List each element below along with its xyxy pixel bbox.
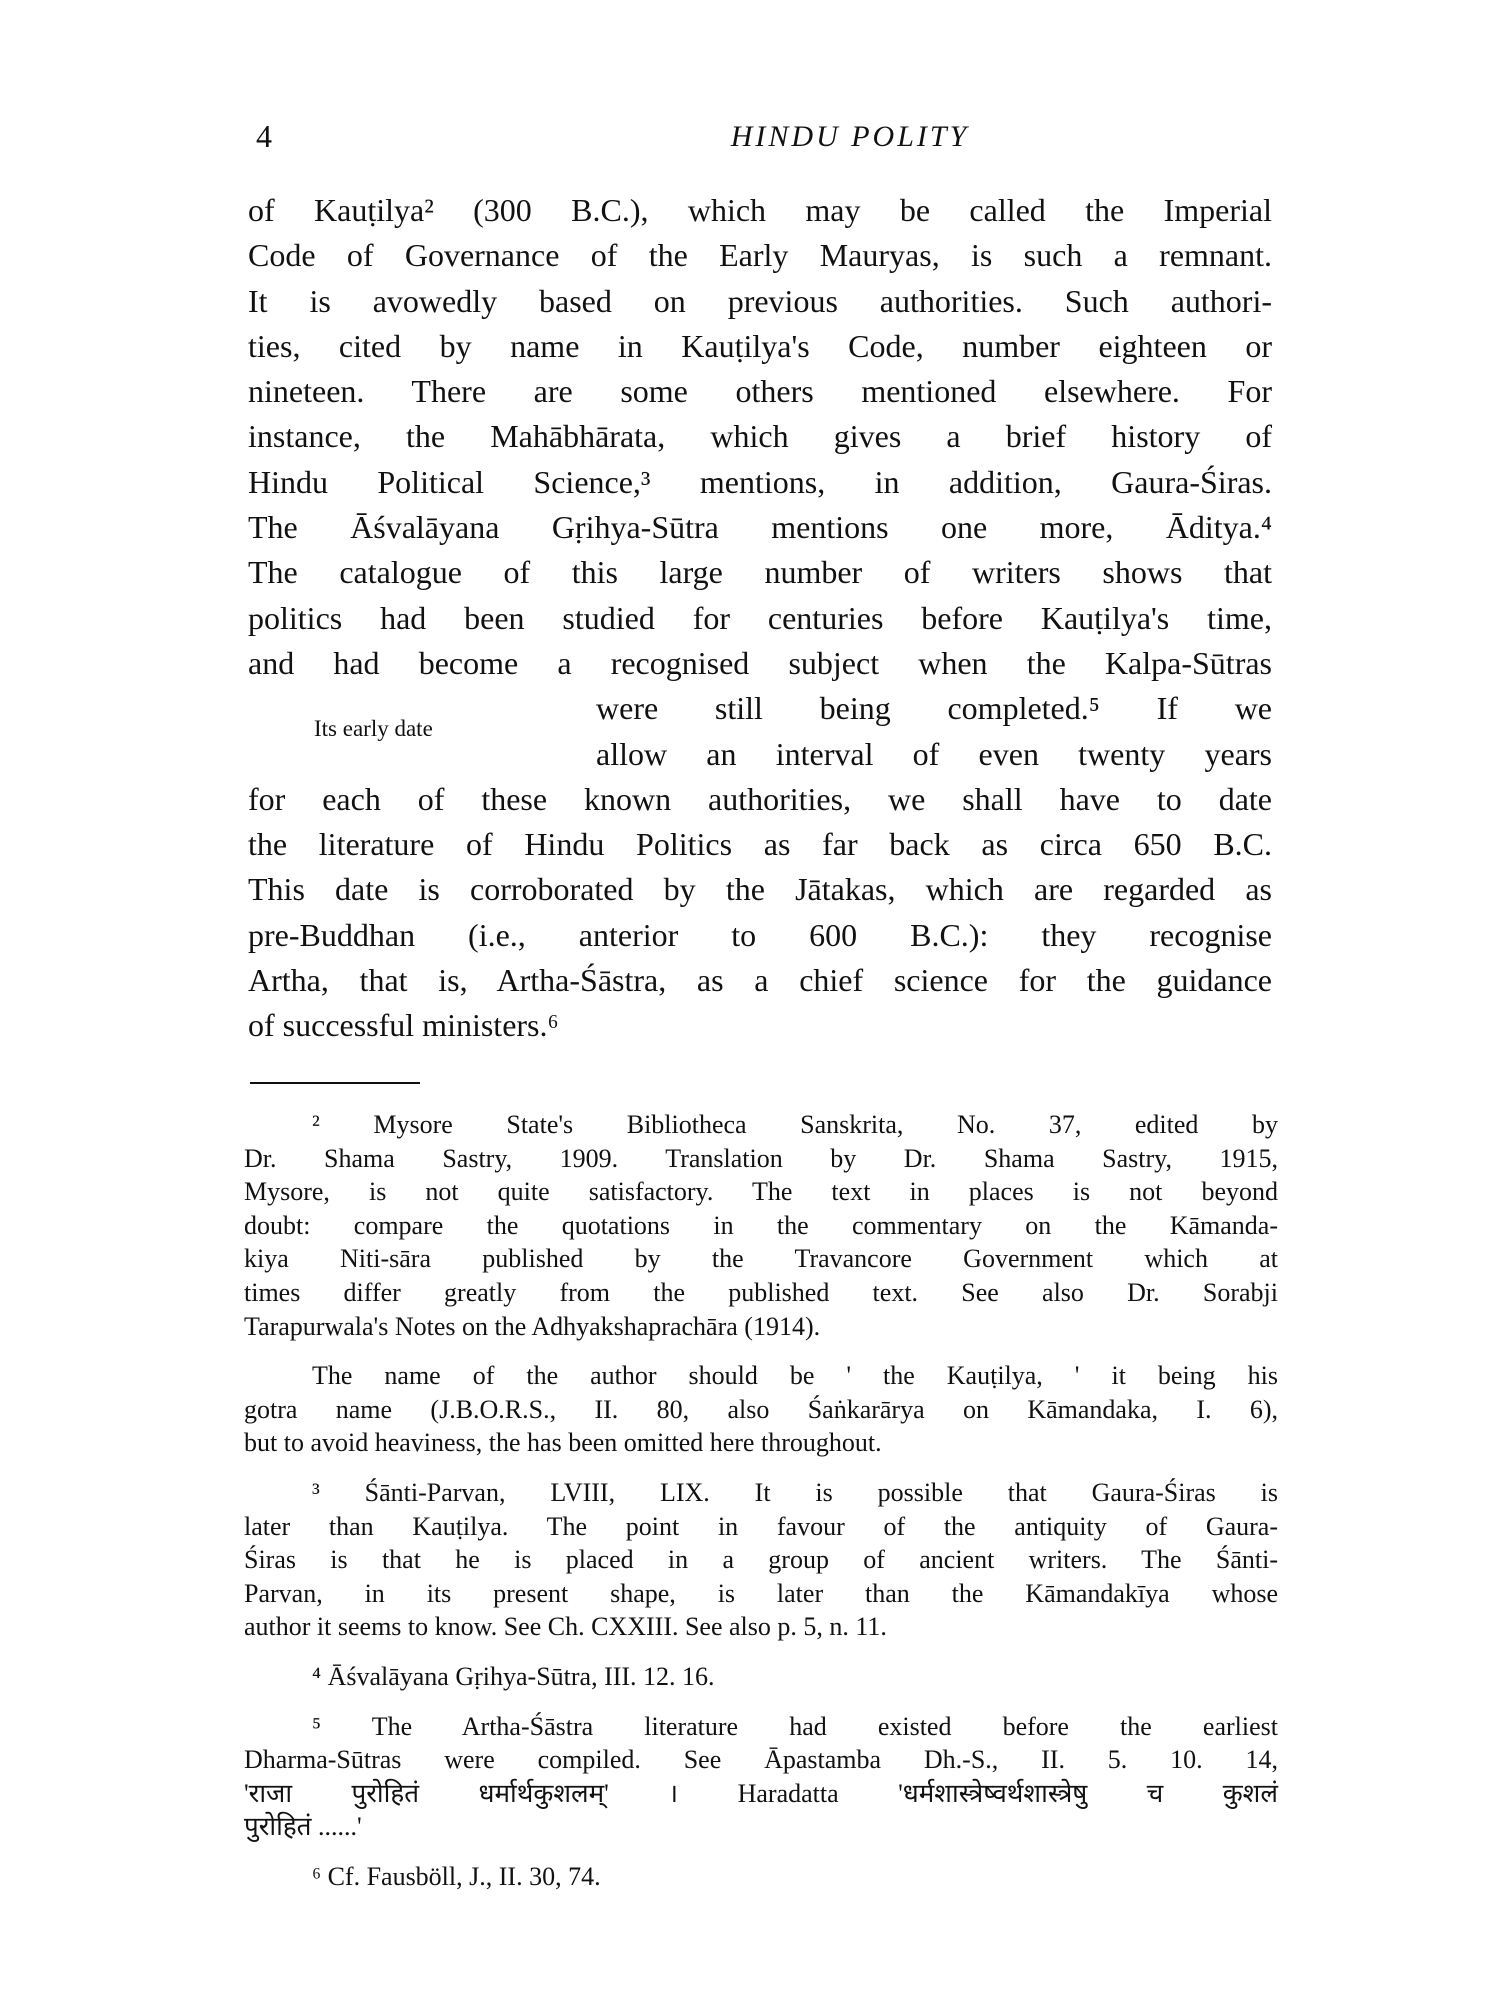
body-line: allow an interval of even twenty years: [596, 735, 1272, 772]
footnote-2-continued: [244, 1359, 1278, 1460]
footnote-3: [244, 1476, 1278, 1644]
footnote-line: Dr. Shama Sastry, 1909. Translation by Dr. Shama Sastry, 1915,: [244, 1143, 1278, 1173]
footnote-6: [244, 1860, 1278, 1894]
footnote-line: ⁵ The Artha-Śāstra literature had existed before the earliest: [312, 1711, 1278, 1741]
footnote-line: ⁴ Āśvalāyana Gṛihya-Sūtra, III. 12. 16.: [312, 1661, 715, 1691]
margin-note: Its early date: [314, 716, 433, 741]
body-line: Hindu Political Science,³ mentions, in addition, Gaura-Śiras.: [248, 463, 1272, 500]
body-line: were still being completed.⁵ If we: [596, 690, 1272, 727]
footnote-5: [244, 1710, 1278, 1844]
footnote-line: पुरोहितं ......': [244, 1812, 362, 1842]
footnote-2: [244, 1108, 1278, 1343]
footnote-line: ² Mysore State's Bibliotheca Sanskrita, No. 37, edited by: [312, 1110, 1278, 1139]
footnote-line: later than Kauṭilya. The point in favour of the antiquity of Gaura-: [244, 1511, 1278, 1541]
footnotes: [244, 1108, 1278, 1909]
body-line: nineteen. There are some others mentioned elsewhere. For: [248, 373, 1272, 410]
footnote-line: author it seems to know. See Ch. CXXIII. See also p. 5, n. 11.: [244, 1612, 887, 1642]
footnote-line: Dharma-Sūtras were compiled. See Āpastamba Dh.-S., II. 5. 10. 14,: [244, 1745, 1278, 1775]
body-line: instance, the Mahābhārata, which gives a brief history of: [248, 418, 1272, 455]
body-line: for each of these known authorities, we shall have to date: [248, 780, 1272, 817]
footnote-line: but to avoid heaviness, the has been omitted here throughout.: [244, 1428, 882, 1458]
body-line: Code of Governance of the Early Mauryas, is such a remnant.: [248, 237, 1272, 274]
body-line: The Āśvalāyana Gṛihya-Sūtra mentions one more, Āditya.⁴: [248, 509, 1272, 546]
body-line: politics had been studied for centuries before Kauṭilya's time,: [248, 599, 1272, 636]
footnote-line: ⁶ Cf. Fausböll, J., II. 30, 74.: [312, 1861, 601, 1891]
body-line: of Kauṭilya² (300 B.C.), which may be called the Imperial: [248, 192, 1272, 228]
footnote-line: Parvan, in its present shape, is later than the Kāmandakīya whose: [244, 1578, 1278, 1608]
footnote-line: The name of the author should be ' the Kauṭilya, ' it being his: [312, 1361, 1278, 1391]
body-line: This date is corroborated by the Jātakas, which are regarded as: [248, 871, 1272, 908]
body-line: pre-Buddhan (i.e., anterior to 600 B.C.): they recognise: [248, 916, 1272, 953]
footnote-line: times differ greatly from the published text. See also Dr. Sorabji: [244, 1277, 1278, 1307]
body-line: the literature of Hindu Politics as far back as circa 650 B.C.: [248, 826, 1272, 863]
body-line: and had become a recognised subject when the Kalpa-Sūtras: [248, 644, 1272, 681]
footnote-line: 'राजा पुरोहितं धर्मार्थकुशलम्' । Haradatta 'धर्मशास्त्रेष्वर्थशास्त्रेषु च कुशलं: [244, 1778, 1278, 1808]
footnote-line: gotra name (J.B.O.R.S., II. 80, also Śaṅkarārya on Kāmandaka, I. 6),: [244, 1394, 1278, 1424]
body-line: It is avowedly based on previous authorities. Such authori-: [248, 282, 1272, 319]
body-line: The catalogue of this large number of writers shows that: [248, 554, 1272, 591]
footnote-line: kiya Niti-sāra published by the Travancore Government which at: [244, 1244, 1278, 1274]
footnote-rule: [250, 1082, 420, 1084]
body-line: of successful ministers.⁶: [248, 1007, 559, 1044]
footnote-line: ³ Śānti-Parvan, LVIII, LIX. It is possible that Gaura-Śiras is: [312, 1477, 1278, 1507]
main-body-text: [248, 188, 1272, 1049]
footnote-line: Śiras is that he is placed in a group of ancient writers. The Śānti-: [244, 1545, 1278, 1575]
footnote-line: Tarapurwala's Notes on the Adhyakshaprachāra (1914).: [244, 1311, 821, 1341]
body-line: Artha, that is, Artha-Śāstra, as a chief science for the guidance: [248, 962, 1272, 999]
footnote-line: doubt: compare the quotations in the commentary on the Kāmanda-: [244, 1210, 1278, 1240]
running-head: HINDU POLITY: [730, 120, 970, 153]
footnote-line: Mysore, is not quite satisfactory. The text in places is not beyond: [244, 1177, 1278, 1207]
footnote-4: [244, 1660, 1278, 1694]
body-line: ties, cited by name in Kauṭilya's Code, number eighteen or: [248, 327, 1272, 364]
page-number: 4: [256, 118, 272, 154]
